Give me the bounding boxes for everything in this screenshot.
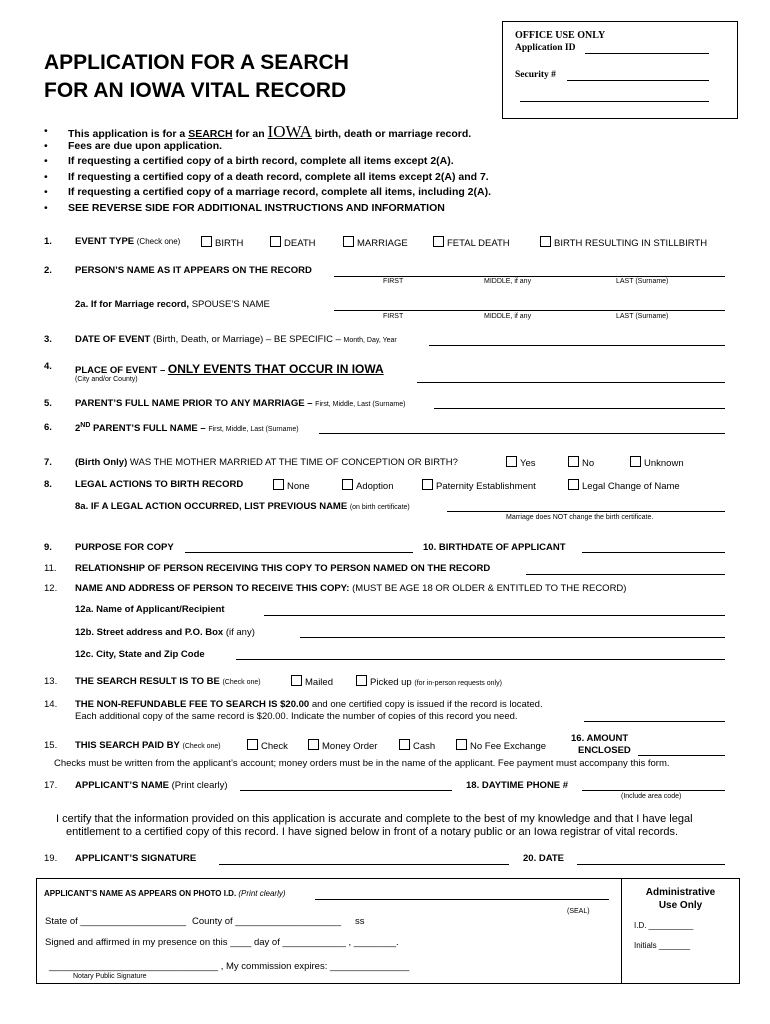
option-label: FETAL DEATH [447,238,510,249]
applicant-print-name-label [75,780,228,791]
birth-only-note: (Birth Only) [75,457,128,468]
daytime-phone-label: 18. DAYTIME PHONE # [466,780,569,791]
mother-yes-option[interactable] [506,456,536,469]
option-label: No Fee Exchange [470,741,547,752]
seal-label: (SEAL) [567,908,590,915]
area-code-note: (Include area code) [621,793,682,800]
place-note: (City and/or County) [75,376,138,383]
daytime-phone-field[interactable] [582,790,725,791]
admin-heading-1: Administrative [645,887,716,898]
item-number: 8. [44,479,52,490]
option-label: Yes [520,458,536,469]
form-title [44,49,349,105]
first-caption: FIRST [383,278,404,285]
birthdate-applicant-label: 10. BIRTHDATE OF APPLICANT [423,542,566,553]
spouse-prefix: 2a. If for Marriage record, [75,299,192,310]
name-change-checkbox[interactable] [568,479,579,490]
item-number: 4. [44,361,52,372]
applicant-name-text: APPLICANT’S NAME [75,780,169,791]
street-address-text: 12b. Street address and P.O. Box [75,627,224,638]
parent2-suffix: ND [80,422,91,429]
applicant-name-field[interactable] [264,615,725,616]
option-label: No [582,458,595,469]
bullet-item: • Fees are due upon application. [44,139,491,155]
ss-label: ss [355,916,365,927]
option-label: Check [261,741,288,752]
previous-name-note: (on birth certificate) [349,504,410,511]
item-number: 13. [44,676,58,687]
result-to-text: THE SEARCH RESULT IS TO BE [75,676,220,687]
check-one-note: (Check one) [222,679,261,686]
mother-married-label [75,457,458,468]
bullet-text: for an [232,128,268,140]
admin-initials-field[interactable]: Initials _______ [634,941,691,950]
legal-actions-label: LEGAL ACTIONS TO BIRTH RECORD [75,479,244,490]
persons-name-field[interactable] [334,276,725,277]
spouse-name-label [75,299,270,310]
city-state-zip-field[interactable] [236,659,725,660]
mother-no-option[interactable] [568,456,594,469]
applicant-print-name-field[interactable] [240,790,452,791]
parent1-note: First, Middle, Last (Surname) [315,401,406,408]
marriage-checkbox[interactable] [343,236,354,247]
fetal-death-checkbox[interactable] [433,236,444,247]
previous-name-text: 8a. IF A LEGAL ACTION OCCURRED, LIST PREVIOUS NAME [75,501,348,512]
paternity-checkbox[interactable] [422,479,433,490]
signature-label: APPLICANT’S SIGNATURE [75,853,197,864]
fee-line-1 [75,699,543,710]
adoption-checkbox[interactable] [342,479,353,490]
spouse-name-field[interactable] [334,310,725,311]
iowa-only-emphasis: ONLY EVENTS THAT OCCUR IN IOWA [167,362,384,376]
age-note: (MUST BE AGE 18 OR OLDER & ENTITLED TO THE RECORD) [349,583,627,594]
name-address-label [75,583,626,594]
date20-field[interactable] [577,864,725,865]
relationship-label: RELATIONSHIP OF PERSON RECEIVING THIS COPY TO PERSON NAMED ON THE RECORD [75,563,491,574]
death-checkbox[interactable] [270,236,281,247]
print-clearly-note: (Print clearly) [168,780,228,791]
title-line-2: FOR AN IOWA VITAL RECORD [44,79,347,102]
persons-name-label: PERSON’S NAME AS IT APPEARS ON THE RECORD [75,265,312,276]
item-number: 14. [44,699,58,710]
street-address-label [75,627,255,638]
marriage-note: Marriage does NOT change the birth certificate. [506,514,654,521]
photo-id-text: APPLICANT’S NAME AS APPEARS ON PHOTO I.D. [44,889,237,898]
parent2-label [75,422,299,434]
option-label: Money Order [322,741,378,752]
spouse-text: SPOUSE’S NAME [191,299,270,310]
street-address-field[interactable] [300,637,725,638]
purpose-label: PURPOSE FOR COPY [75,542,174,553]
event-birth-option[interactable] [201,236,243,249]
date-of-event-label [75,334,397,345]
option-label: Unknown [644,458,684,469]
street-address-note: (if any) [223,627,255,638]
event-marriage-option[interactable] [343,236,408,249]
application-id-field[interactable] [585,53,709,54]
legal-adoption-option[interactable] [342,479,394,492]
certify-line-1: I certify that the information provided on this application is accurate and complete to the best of my knowledge and that I have legal [56,813,693,825]
parent2-note: First, Middle, Last (Surname) [208,426,299,434]
mother-question: WAS THE MOTHER MARRIED AT THE TIME OF CONCEPTION OR BIRTH? [127,457,458,468]
no-checkbox[interactable] [568,456,579,467]
state-of-field[interactable]: State of ____________________ [45,916,187,927]
item-number: 15. [44,740,58,751]
enclosed-label: ENCLOSED [578,745,631,756]
bullet-item: • SEE REVERSE SIDE FOR ADDITIONAL INSTRUCTIONS AND INFORMATION [44,201,491,217]
item-number: 3. [44,334,52,345]
fee-line-2: Each additional copy of the same record is $20.00. Indicate the number of copies of this record you need. [75,711,518,722]
photo-id-label [44,889,286,898]
legal-none-option[interactable] [273,479,310,492]
parent2-digit: 2 [75,423,81,435]
picked-up-note: (for in-person requests only) [414,680,502,687]
item-number: 1. [44,236,52,247]
option-label: BIRTH [215,238,244,249]
county-of-field[interactable]: County of ____________________ [192,916,341,927]
item-number: 12. [44,583,58,594]
event-type-text: EVENT TYPE [75,236,135,247]
item-number: 19. [44,853,58,864]
legal-name-change-option[interactable] [568,479,680,492]
parent1-label [75,398,405,409]
result-to-label [75,676,261,687]
mother-unknown-option[interactable] [630,456,684,469]
admin-heading-2: Use Only [658,900,703,911]
photo-print-note: (Print clearly) [236,889,286,898]
check-checkbox[interactable] [247,739,258,750]
search-emphasis: SEARCH [188,128,233,140]
signature-field[interactable] [219,864,509,865]
item-number: 6. [44,422,52,433]
office-use-box [502,21,738,119]
option-label: Adoption [356,481,394,492]
date-of-event-field[interactable] [429,345,725,346]
place-of-event-label [75,362,384,376]
item-number: 7. [44,457,52,468]
admin-use-box [621,878,740,984]
name-address-text: NAME AND ADDRESS OF PERSON TO RECEIVE THIS COPY: [75,583,350,594]
middle-caption: MIDDLE, if any [484,313,532,320]
check-one-note: (Check one) [136,237,181,246]
certify-line-2: entitlement to a certified copy of this record. I have signed below in front of a notary public or an Iowa registrar of vital records. [66,826,679,838]
security-field[interactable] [567,80,709,81]
picked-up-checkbox[interactable] [356,675,367,686]
event-stillbirth-option[interactable] [540,236,707,249]
parent1-text: PARENT’S FULL NAME PRIOR TO ANY MARRIAGE – [75,398,316,409]
yes-checkbox[interactable] [506,456,517,467]
parent2-field[interactable] [319,433,725,434]
event-fetal-death-option[interactable] [433,236,510,249]
title-line-1: APPLICATION FOR A SEARCH [44,51,349,74]
previous-name-field[interactable] [447,511,725,512]
unknown-checkbox[interactable] [630,456,641,467]
option-label: Cash [413,741,436,752]
applicant-name-label: 12a. Name of Applicant/Recipient [75,604,225,615]
mailed-checkbox[interactable] [291,675,302,686]
check-one-note: (Check one) [182,743,221,750]
parent1-field[interactable] [434,408,725,409]
pay-money-order-option[interactable] [308,739,377,752]
signed-affirmed-line[interactable]: Signed and affirmed in my presence on this ____ day of ____________ , ________. [45,937,399,948]
amount-field[interactable] [638,755,725,756]
none-checkbox[interactable] [273,479,284,490]
option-label: DEATH [284,238,316,249]
admin-id-field[interactable]: I.D. __________ [634,921,694,930]
option-label: BIRTH RESULTING IN STILLBIRTH [554,238,708,249]
notary-signature-caption: Notary Public Signature [73,973,147,980]
first-caption: FIRST [383,313,404,320]
commission-line[interactable]: ________________________________ , My commission expires: _______________ [49,961,410,972]
pay-cash-option[interactable] [399,739,435,752]
place-of-event-field[interactable] [417,382,725,383]
bullet-text: birth, death or marriage record. [311,128,472,140]
money-order-checkbox[interactable] [308,739,319,750]
legal-paternity-option[interactable] [422,479,536,492]
date-mid-text: (Birth, Death, or Marriage) – BE SPECIFIC – [150,334,344,345]
place-label-text: PLACE OF EVENT – [75,365,168,376]
paid-by-text: THIS SEARCH PAID BY [75,740,180,751]
last-caption: LAST (Surname) [616,313,669,320]
previous-name-label [75,501,410,512]
office-use-heading: OFFICE USE ONLY [515,30,606,41]
pay-no-fee-option[interactable] [456,739,546,752]
middle-caption: MIDDLE, if any [484,278,532,285]
city-state-zip-label: 12c. City, State and Zip Code [75,649,205,660]
security-label: Security # [515,70,556,80]
iowa-emphasis: IOWA [267,122,312,141]
fee-rest-text: and one certified copy is issued if the record is located. [309,699,543,710]
office-extra-field[interactable] [520,101,709,102]
purpose-field[interactable] [185,552,413,553]
option-label: Picked up [370,677,412,688]
checks-note: Checks must be written from the applicant’s account; money orders must be in the name of the applicant. Fee payment must accompany this form. [54,758,670,769]
option-label: Mailed [305,677,333,688]
item-number: 17. [44,780,58,791]
date20-label: 20. DATE [523,853,565,864]
no-fee-checkbox[interactable] [456,739,467,750]
item-number: 9. [44,542,52,553]
bullet-text: This application is for a [68,128,189,140]
birthdate-applicant-field[interactable] [582,552,725,553]
pay-check-option[interactable] [247,739,288,752]
stillbirth-checkbox[interactable] [540,236,551,247]
option-label: Legal Change of Name [582,481,680,492]
mailed-option[interactable] [291,675,333,688]
bullet-item: • If requesting a certified copy of a birth record, complete all items except 2(A). [44,154,491,170]
bullet-item: • If requesting a certified copy of a death record, complete all items except 2(A) and 7. [44,170,491,186]
last-caption: LAST (Surname) [616,278,669,285]
picked-up-option[interactable] [356,675,502,688]
option-label: MARRIAGE [357,238,408,249]
event-death-option[interactable] [270,236,316,249]
bullet-item: • If requesting a certified copy of a marriage record, complete all items, including 2(A). [44,185,491,201]
paid-by-label [75,740,221,751]
amount-label: 16. AMOUNT [571,733,629,744]
item-number: 5. [44,398,52,409]
option-label: None [287,481,310,492]
date-format-note: Month, Day, Year [343,337,397,344]
instruction-bullets [44,124,491,216]
cash-checkbox[interactable] [399,739,410,750]
relationship-field[interactable] [526,574,725,575]
notary-box [36,878,622,984]
option-label: Paternity Establishment [436,481,536,492]
parent2-text: PARENT’S FULL NAME – [90,423,209,435]
application-id-label: Application ID [515,43,576,53]
event-type-label [75,236,180,247]
item-number: 11. [44,563,57,574]
fee-bold-text: THE NON-REFUNDABLE FEE TO SEARCH IS $20.00 [75,699,310,710]
photo-id-name-field[interactable] [315,899,609,900]
birth-checkbox[interactable] [201,236,212,247]
date-label-text: DATE OF EVENT [75,334,151,345]
copies-needed-field[interactable] [584,721,725,722]
item-number: 2. [44,265,52,276]
